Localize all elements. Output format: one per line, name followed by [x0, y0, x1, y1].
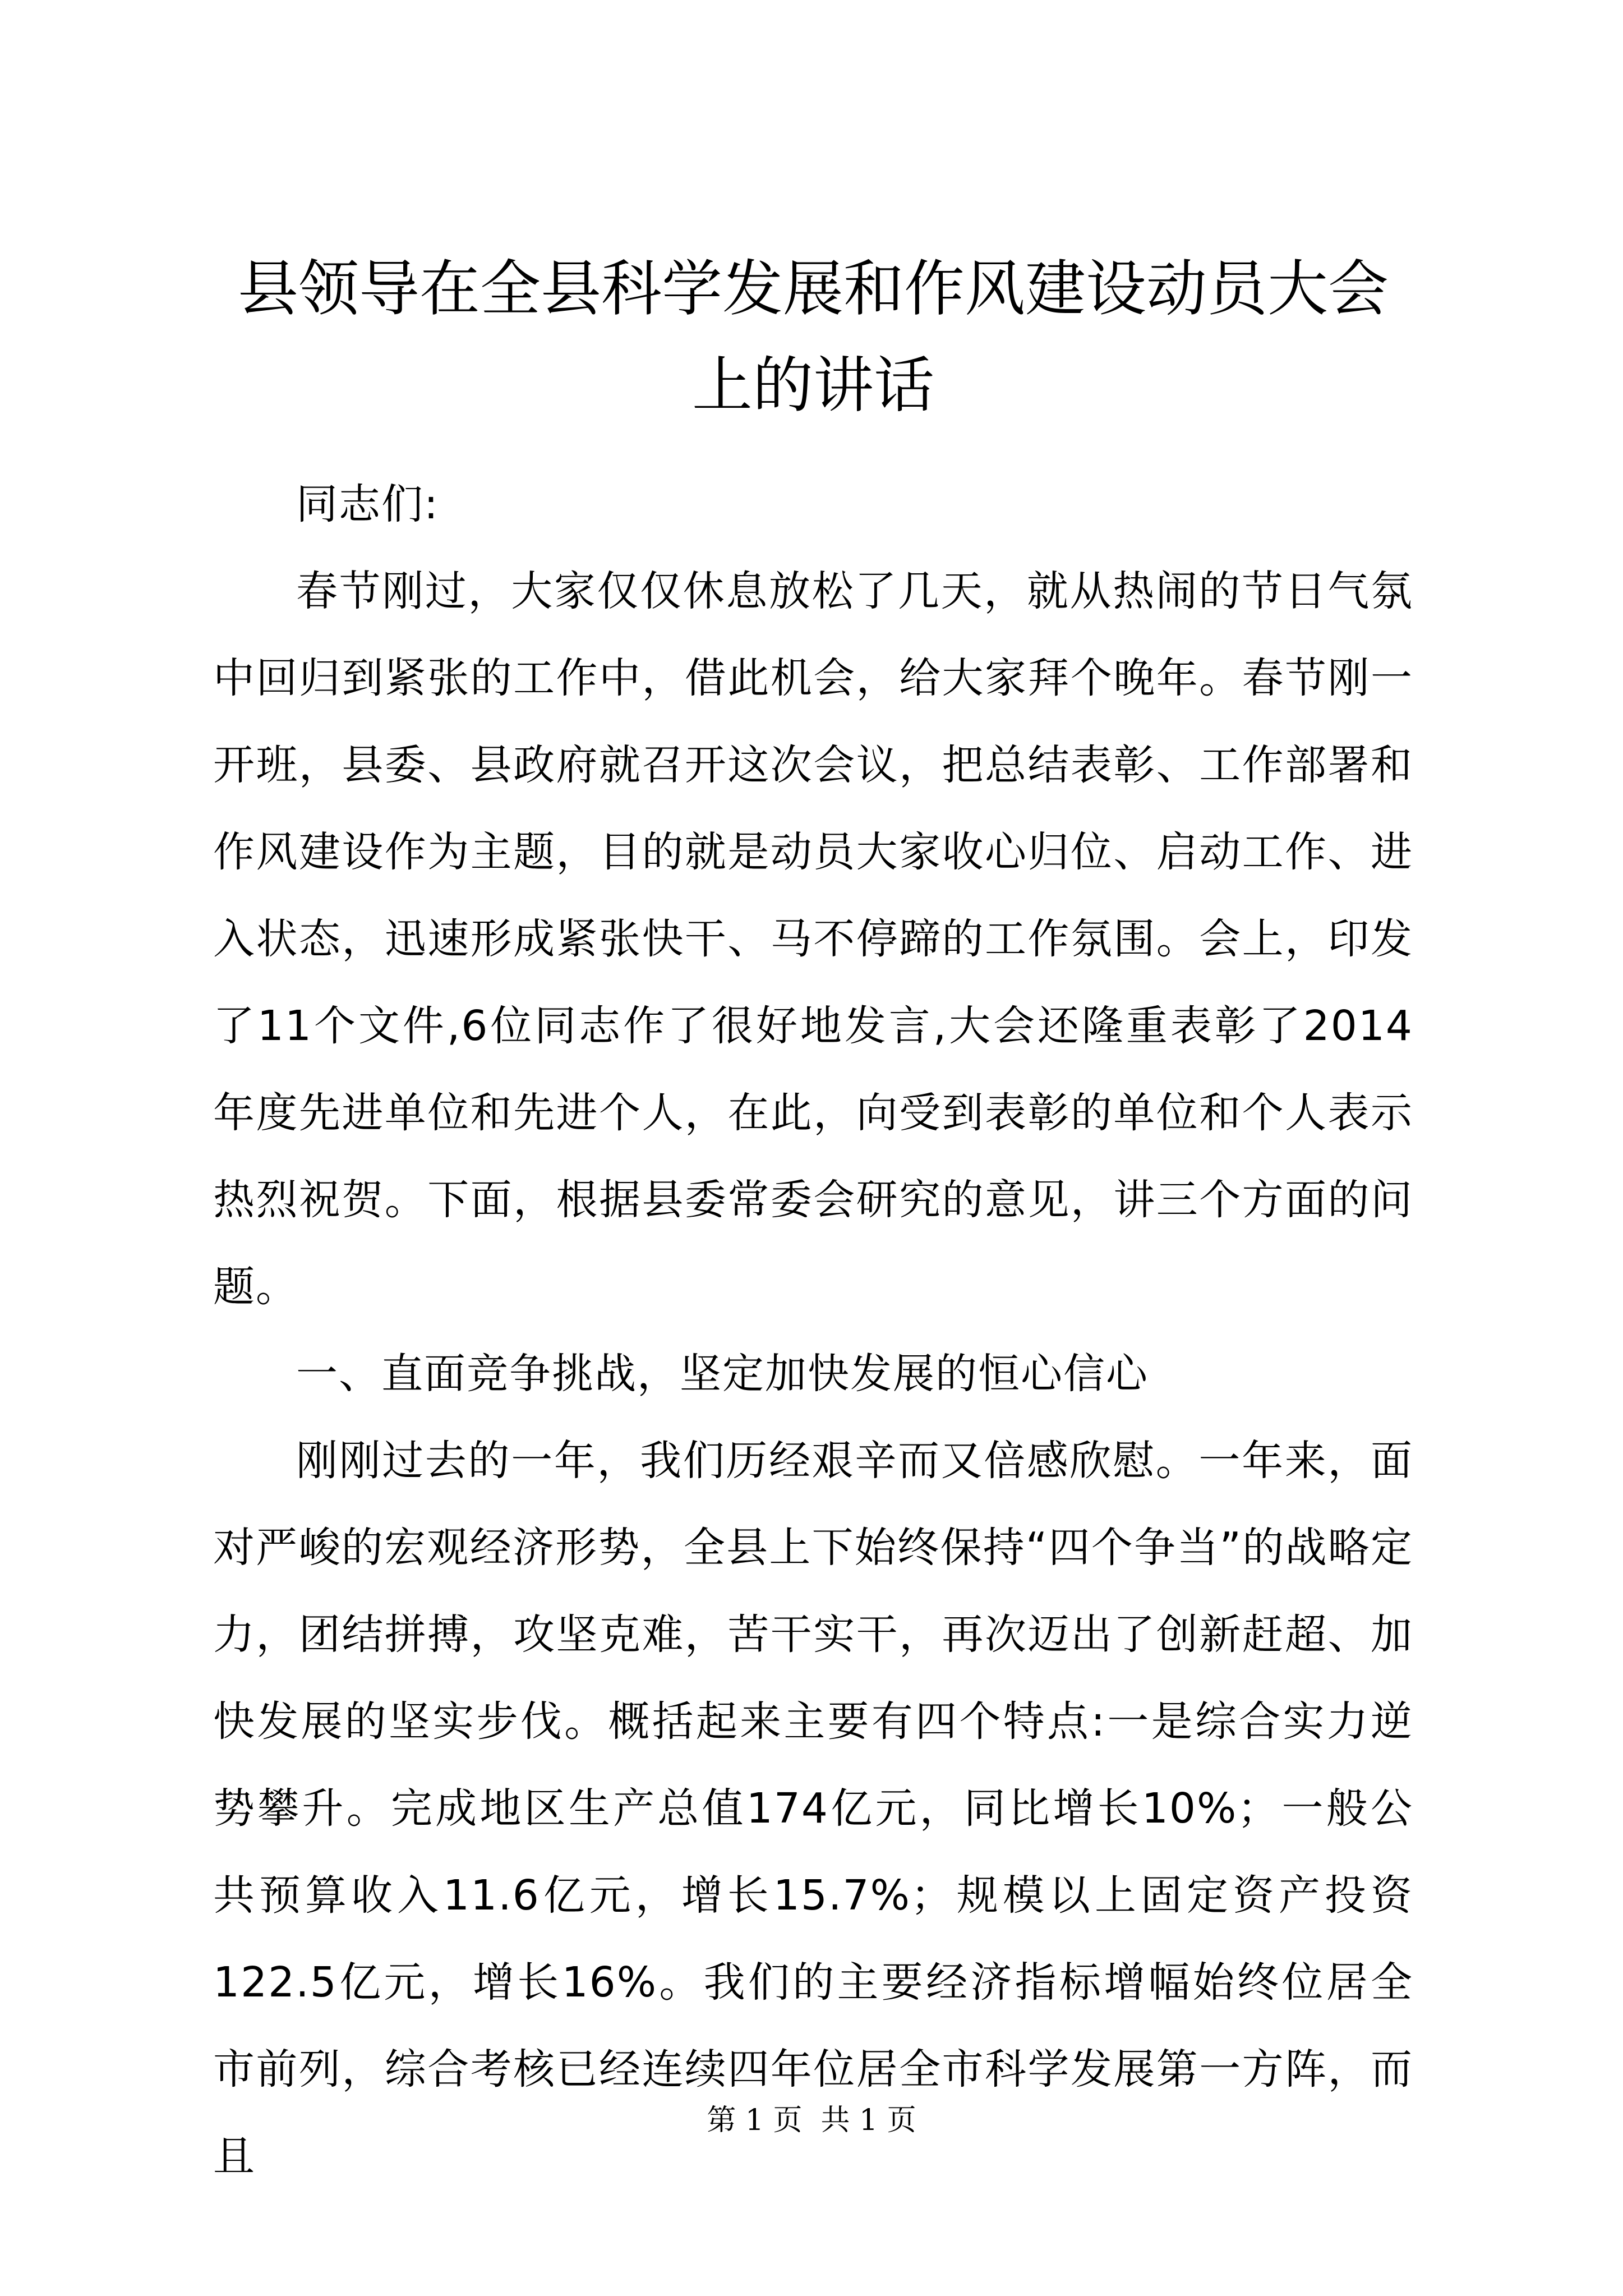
document-body: [213, 461, 1413, 2200]
review-paragraph: 刚刚过去的一年，我们历经艰辛而又倍感欣慰。一年来，面对严峻的宏观经济形势，全县上下始终保持“四个争当”的战略定力，团结拼搏，攻坚克难，苦干实干，再次迈出了创新赶超、加快发展的坚实步伐。概括起来主要有四个特点:一是综合实力逆势攀升。完成地区生产总值174亿元，同比增长10%；一般公共预算收入11.6亿元，增长15.7%；规模以上固定资产投资122.5亿元，增长16%。我们的主要经济指标增幅始终位居全市前列，综合考核已经连续四年位居全市科学发展第一方阵，而且: [213, 1437, 1413, 2180]
page-footer: 第 1 页 共 1 页: [707, 2104, 916, 2137]
page-title: 县领导在全县科学发展和作风建设动员大会上的讲话: [237, 254, 1389, 421]
intro-paragraph: 春节刚过，大家仅仅休息放松了几天，就从热闹的节日气氛中回归到紧张的工作中，借此机会，给大家拜个晚年。春节刚一开班，县委、县政府就召开这次会议，把总结表彰、工作部署和作风建设作为主题，目的就是动员大家收心归位、启动工作、进入状态，迅速形成紧张快干、马不停蹄的工作氛围。会上，印发了11个文件,6位同志作了很好地发言,大会还隆重表彰了2014年度先进单位和先进个人，在此，向受到表彰的单位和个人表示热烈祝贺。下面，根据县委常委会研究的意见，讲三个方面的问题。: [213, 567, 1413, 1311]
section-heading: 一、直面竞争挑战，坚定加快发展的恒心信心: [296, 1350, 1149, 1398]
salutation-paragraph: 同志们:: [296, 480, 439, 528]
